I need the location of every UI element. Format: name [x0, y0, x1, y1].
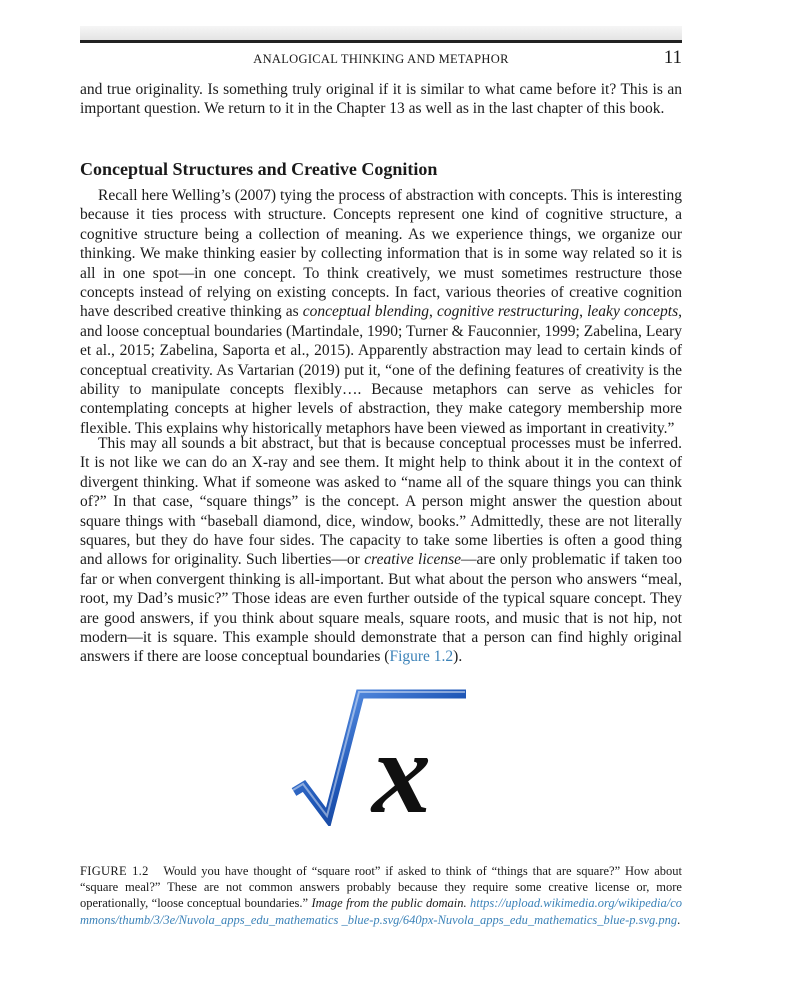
- section-heading: Conceptual Structures and Creative Cognition: [80, 159, 438, 179]
- square-root-figure: [290, 688, 470, 826]
- page-number: 11: [663, 47, 682, 68]
- page-header-band: [80, 26, 682, 40]
- running-head: [80, 48, 682, 72]
- variable-x-glyph: x: [372, 707, 431, 826]
- italic-term: conceptual blending: [302, 303, 430, 321]
- italic-term: leaky concepts: [587, 303, 679, 321]
- figure-caption: [80, 863, 682, 928]
- caption-text: Would you have thought of “square root” if asked to think of “things that are square?” How about “square meal?” These are not common answers probably because they require some creative license or, more operationally, “loose conceptual boundaries.”: [80, 864, 682, 911]
- paragraph-text: —are only problematic if taken too far or when convergent thinking is all-important. But what about the person who answers “meal, root, my Dad’s music?” Those ideas are even further outside of the typical square concept. They are good answers, if you think about square meals, square roots, and music that is not hip, not modern—it is square. This example should demonstrate that a person can find highly original answers if there are loose conceptual boundaries (: [80, 551, 683, 666]
- body-paragraph-2: [80, 434, 682, 667]
- paragraph-text: , and loose conceptual boundaries (Martindale, 1990; Turner & Fauconnier, 1999; Zabelina, Leary et al., 2015; Zabelina, Saporta et al., 2015). Apparently abstraction may lead to certain kinds of conceptual creativity. As Vartarian (2019) put it, “one of the defining features of creativity is the ability to manipulate concepts flexibly…. Because metaphors can serve as vehicles for contemplating concepts at higher levels of abstraction, they make category membership more flexible. This explains why historically metaphors have been viewed as important in creativity.”: [80, 303, 683, 437]
- intro-paragraph: and true originality. Is something truly original if it is similar to what came before it? This is an important question. We return to it in the Chapter 13 as well as in the last chapter of this book.: [80, 81, 682, 118]
- body-paragraph-1: [80, 186, 682, 438]
- figure-reference-link[interactable]: Figure 1.2: [389, 648, 454, 666]
- separator: ,: [579, 303, 588, 321]
- caption-label: FIGURE 1.2: [80, 864, 149, 878]
- header-rule: [80, 40, 682, 43]
- paragraph-text: ).: [453, 648, 463, 666]
- caption-source: Image from the public domain.: [311, 896, 467, 911]
- italic-term: creative license: [364, 551, 462, 569]
- paragraph-text: Recall here Welling’s (2007) tying the process of abstraction with concepts. This is interesting because it ties process with structure. Concepts represent one kind of cognitive structure, a cognitive structure being a collection of meaning. As we experience things, we organize our thinking. We make thinking easier by collecting information that is in some way related so it is all in one spot—in one concept. To think creatively, we must sometimes restructure those concepts instead of relying on existing concepts. In fact, various theories of creative cognition have described creative thinking as: [80, 187, 682, 321]
- running-head-title: ANALOGICAL THINKING AND METAPHOR: [253, 52, 509, 66]
- separator: ,: [429, 303, 438, 321]
- caption-url-link[interactable]: https://upload.wikimedia.org/wikipedia/commons/thumb/3/3e/Nuvola_apps_edu_mathematics _blue-p.svg/640px-Nuvola_apps_edu_mathematics_blue-p.svg.png: [80, 896, 683, 927]
- square-root-x-image: [290, 688, 470, 826]
- paragraph-text: This may all sounds a bit abstract, but that is because conceptual processes must be inferred. It is not like we can do an X-ray and see them. It might help to think about it in the context of divergent thinking. What if someone was asked to “name all of the square things you can think of?” In that case, “square things” is the concept. A person might answer the question about square things with “baseball diamond, dice, window, books.” Admittedly, these are not literally squares, but they do have four sides. The capacity to take some liberties is often a good thing and allows for originality. Such liberties—or: [80, 435, 682, 569]
- italic-term: cognitive restructuring: [437, 303, 580, 321]
- caption-end: .: [677, 912, 681, 927]
